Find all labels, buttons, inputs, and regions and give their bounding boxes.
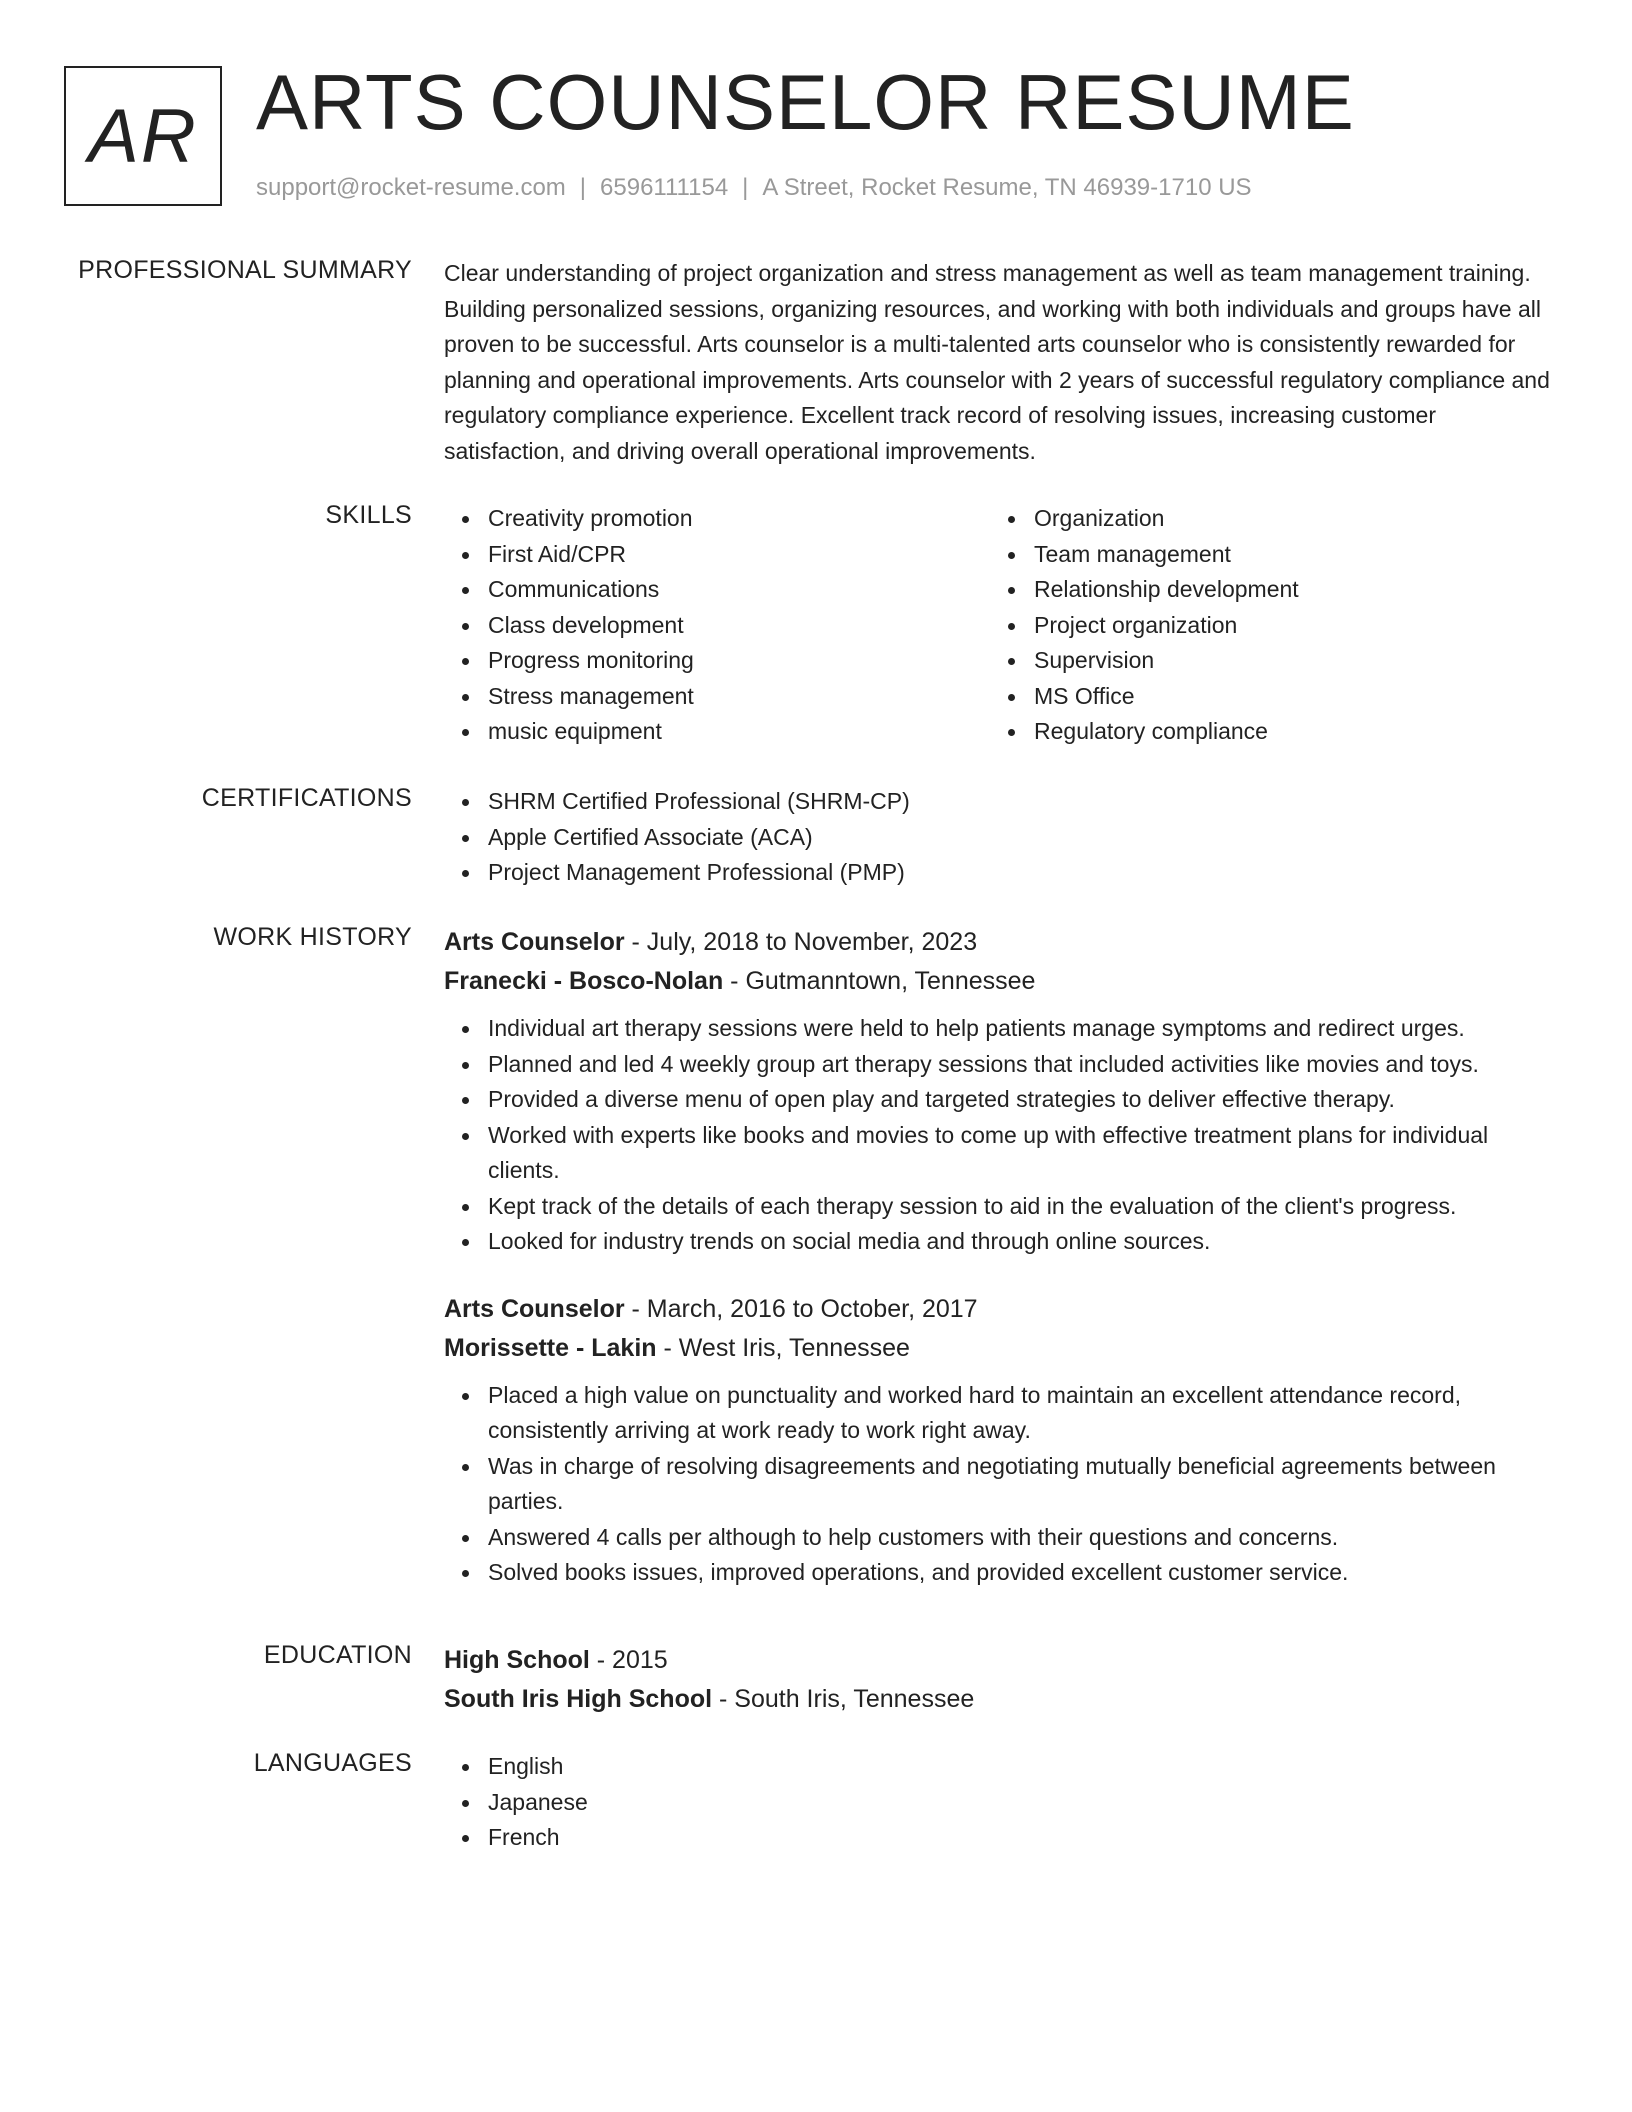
- section-heading-summary: PROFESSIONAL SUMMARY: [78, 256, 412, 284]
- job-duty-item: Kept track of the details of each therapy session to aid in the evaluation of the client's progress.: [444, 1189, 1562, 1225]
- languages-body: [444, 1749, 1562, 1856]
- job-duties-list: [444, 1378, 1562, 1591]
- contact-address: A Street, Rocket Resume, TN 46939-1710 US: [762, 174, 1252, 201]
- job-duty-item: Answered 4 calls per although to help customers with their questions and concerns.: [444, 1520, 1562, 1556]
- skill-item: Project organization: [990, 608, 1536, 644]
- language-item: English: [444, 1749, 1562, 1785]
- job-duty-item: Individual art therapy sessions were held to help patients manage symptoms and redirect urges.: [444, 1011, 1562, 1047]
- job-duty-item: Planned and led 4 weekly group art therapy sessions that included activities like movies and toys.: [444, 1047, 1562, 1083]
- education-year: - 2015: [589, 1646, 668, 1674]
- job-dates: - March, 2016 to October, 2017: [624, 1294, 978, 1323]
- education-location: - South Iris, Tennessee: [712, 1685, 975, 1713]
- job-title-line: [444, 923, 1562, 962]
- skill-item: Regulatory compliance: [990, 714, 1536, 750]
- job-duty-item: Solved books issues, improved operations, and provided excellent customer service.: [444, 1555, 1562, 1591]
- job-location: - West Iris, Tennessee: [656, 1333, 910, 1362]
- job-company-line: [444, 1329, 1562, 1368]
- skills-list-right: [990, 501, 1536, 750]
- contact-separator: |: [742, 174, 749, 201]
- job-company-line: [444, 962, 1562, 1001]
- section-heading-certifications: CERTIFICATIONS: [201, 784, 412, 812]
- job-duty-item: Was in charge of resolving disagreements and negotiating mutually beneficial agreements between parties.: [444, 1449, 1562, 1520]
- job-entry: [444, 1290, 1562, 1591]
- contact-email[interactable]: support@rocket-resume.com: [256, 174, 566, 201]
- contact-separator: |: [579, 174, 587, 201]
- contact-line: [256, 174, 1252, 202]
- certifications-body: [444, 784, 1562, 891]
- monogram-box: [64, 66, 222, 206]
- skill-item: Class development: [444, 608, 990, 644]
- skill-item: music equipment: [444, 714, 990, 750]
- certification-item: Project Management Professional (PMP): [444, 855, 1562, 891]
- job-location: - Gutmanntown, Tennessee: [723, 967, 1036, 995]
- resume-title: ARTS COUNSELOR RESUME: [256, 58, 1355, 146]
- job-duties-list: [444, 1011, 1562, 1260]
- skill-item: Supervision: [990, 643, 1536, 679]
- job-title: Arts Counselor: [444, 1294, 625, 1323]
- section-heading-education: EDUCATION: [263, 1641, 412, 1669]
- contact-phone[interactable]: 6596111154: [600, 174, 729, 201]
- job-title-line: [444, 1290, 1562, 1329]
- work-history-body: [444, 923, 1562, 1591]
- section-heading-work-history: WORK HISTORY: [213, 923, 412, 951]
- skills-body: [444, 501, 1562, 750]
- education-body: [444, 1641, 1562, 1719]
- language-item: French: [444, 1820, 1562, 1856]
- summary-body: [444, 256, 1562, 469]
- job-entry: [444, 923, 1562, 1260]
- language-item: Japanese: [444, 1785, 1562, 1821]
- certifications-list: [444, 784, 1562, 891]
- section-heading-languages: LANGUAGES: [253, 1749, 412, 1777]
- monogram-initials: AR: [88, 93, 198, 179]
- skill-item: MS Office: [990, 679, 1536, 715]
- skill-item: Organization: [990, 501, 1536, 537]
- section-heading-skills: SKILLS: [325, 501, 412, 529]
- skill-item: Communications: [444, 572, 990, 608]
- job-title: Arts Counselor: [444, 928, 625, 956]
- skill-item: Creativity promotion: [444, 501, 990, 537]
- skill-item: Progress monitoring: [444, 643, 990, 679]
- skill-item: Team management: [990, 537, 1536, 573]
- skill-item: First Aid/CPR: [444, 537, 990, 573]
- job-duty-item: Worked with experts like books and movies to come up with effective treatment plans for individual clients.: [444, 1118, 1562, 1189]
- job-dates: - July, 2018 to November, 2023: [624, 928, 978, 956]
- skill-item: Stress management: [444, 679, 990, 715]
- education-school: South Iris High School: [444, 1685, 713, 1713]
- skill-item: Relationship development: [990, 572, 1536, 608]
- languages-list: [444, 1749, 1562, 1856]
- job-company: Franecki - Bosco-Nolan: [444, 967, 724, 995]
- summary-text: Clear understanding of project organization and stress management as well as team management training. Building personalized sessions, organizing resources, and working with both individuals and groups have all proven to be successful. Arts counselor is a multi-talented arts counselor who is consistently rewarded for planning and operational improvements. Arts counselor with 2 years of successful regulatory compliance and regulatory compliance experience. Excellent track record of resolving issues, increasing customer satisfaction, and driving overall operational improvements.: [444, 260, 1550, 464]
- skills-list-left: [444, 501, 990, 750]
- certification-item: Apple Certified Associate (ACA): [444, 820, 1562, 856]
- certification-item: SHRM Certified Professional (SHRM-CP): [444, 784, 1562, 820]
- job-company: Morissette - Lakin: [444, 1333, 657, 1362]
- education-degree-line: [444, 1641, 1562, 1680]
- job-duty-item: Placed a high value on punctuality and worked hard to maintain an excellent attendance record, consistently arriving at work ready to work right away.: [444, 1378, 1562, 1449]
- education-degree: High School: [444, 1646, 590, 1674]
- education-school-line: [444, 1680, 1562, 1719]
- job-duty-item: Looked for industry trends on social media and through online sources.: [444, 1224, 1562, 1260]
- job-duty-item: Provided a diverse menu of open play and targeted strategies to deliver effective therapy.: [444, 1082, 1562, 1118]
